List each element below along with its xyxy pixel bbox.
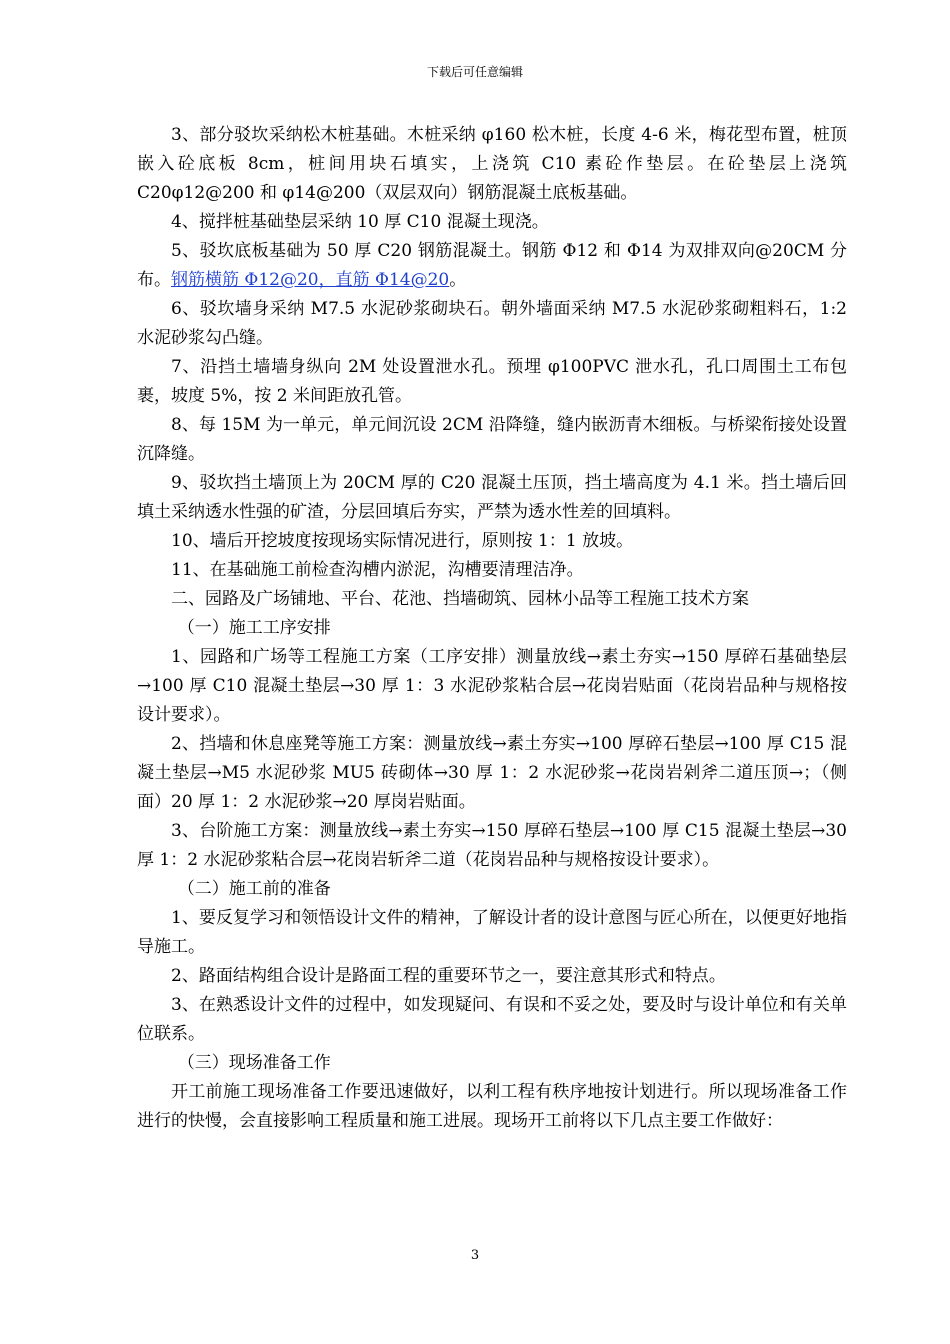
subsection-heading: （三）现场准备工作 xyxy=(177,1053,331,1073)
paragraph: 2、路面结构组合设计是路面工程的重要环节之一，要注意其形式和特点。 xyxy=(171,966,726,986)
document-body xyxy=(137,121,847,1136)
paragraph: 10、墙后开挖坡度按现场实际情况进行，原则按 1：1 放坡。 xyxy=(171,531,634,551)
paragraph: 1、要反复学习和领悟设计文件的精神，了解设计者的设计意图与匠心所在，以便更好地指导施工。 xyxy=(137,908,847,957)
paragraph-text: 5、驳坎底板基础为 50 厚 C20 钢筋混凝土。钢筋 Φ12 和 Φ14 为双排双向@20CM 分布。 xyxy=(137,241,847,290)
paragraph: 3、台阶施工方案：测量放线→素土夯实→150 厚碎石垫层→100 厚 C15 混凝土垫层→30 厚 1：2 水泥砂浆粘合层→花岗岩斩斧二道（花岗岩品种与规格按设计要求）。 xyxy=(137,821,847,870)
rebar-link[interactable]: 钢筋横筋 Φ12@20，直筋 Φ14@20 xyxy=(171,270,450,290)
paragraph: 2、挡墙和休息座凳等施工方案：测量放线→素土夯实→100 厚碎石垫层→100 厚 C15 混凝土垫层→M5 水泥砂浆 MU5 砖砌体→30 厚 1：2 水泥砂浆→花岗岩剁斧二道压顶→；（侧面）20 厚 1：2 水泥砂浆→20 厚岗岩贴面。 xyxy=(137,734,847,812)
paragraph-end: 。 xyxy=(449,270,467,290)
subsection-heading: （二）施工前的准备 xyxy=(177,879,331,899)
paragraph: 8、每 15M 为一单元，单元间沉设 2CM 沿降缝，缝内嵌沥青木细板。与桥梁衔接处设置沉降缝。 xyxy=(137,415,847,464)
paragraph xyxy=(137,237,847,295)
subsection-heading: （一）施工工序安排 xyxy=(177,618,331,638)
paragraph: 11、在基础施工前检查沟槽内淤泥，沟槽要清理洁净。 xyxy=(171,560,584,580)
paragraph: 3、部分驳坎采纳松木桩基础。木桩采纳 φ160 松木桩，长度 4-6 米，梅花型布置，桩顶嵌入砼底板 8cm，桩间用块石填实，上浇筑 C10 素砼作垫层。在砼垫层上浇筑 C20φ12@200 和 φ14@200（双层双向）钢筋混凝土底板基础。 xyxy=(137,125,847,203)
paragraph: 9、驳坎挡土墙顶上为 20CM 厚的 C20 混凝土压顶，挡土墙高度为 4.1 米。挡土墙后回填土采纳透水性强的矿渣，分层回填后夯实，严禁为透水性差的回填料。 xyxy=(137,473,847,522)
page-number: 3 xyxy=(470,1248,480,1263)
section-heading: 二、园路及广场铺地、平台、花池、挡墙砌筑、园林小品等工程施工技术方案 xyxy=(171,589,749,609)
paragraph: 6、驳坎墙身采纳 M7.5 水泥砂浆砌块石。朝外墙面采纳 M7.5 水泥砂浆砌粗料石，1:2 水泥砂浆勾凸缝。 xyxy=(137,299,847,348)
paragraph: 开工前施工现场准备工作要迅速做好，以利工程有秩序地按计划进行。所以现场准备工作进行的快慢，会直接影响工程质量和施工进展。现场开工前将以下几点主要工作做好： xyxy=(137,1082,847,1131)
paragraph: 1、园路和广场等工程施工方案（工序安排）测量放线→素土夯实→150 厚碎石基础垫层→100 厚 C10 混凝土垫层→30 厚 1：3 水泥砂浆粘合层→花岗岩贴面（花岗岩品种与规格按设计要求）。 xyxy=(137,647,847,725)
page-header: 下载后可任意编辑 xyxy=(426,65,523,79)
paragraph: 3、在熟悉设计文件的过程中，如发现疑问、有误和不妥之处，要及时与设计单位和有关单位联系。 xyxy=(137,995,847,1044)
paragraph: 4、搅拌桩基础垫层采纳 10 厚 C10 混凝土现浇。 xyxy=(171,212,549,232)
paragraph: 7、沿挡土墙墙身纵向 2M 处设置泄水孔。预埋 φ100PVC 泄水孔，孔口周围土工布包裹，坡度 5%，按 2 米间距放孔管。 xyxy=(137,357,847,406)
